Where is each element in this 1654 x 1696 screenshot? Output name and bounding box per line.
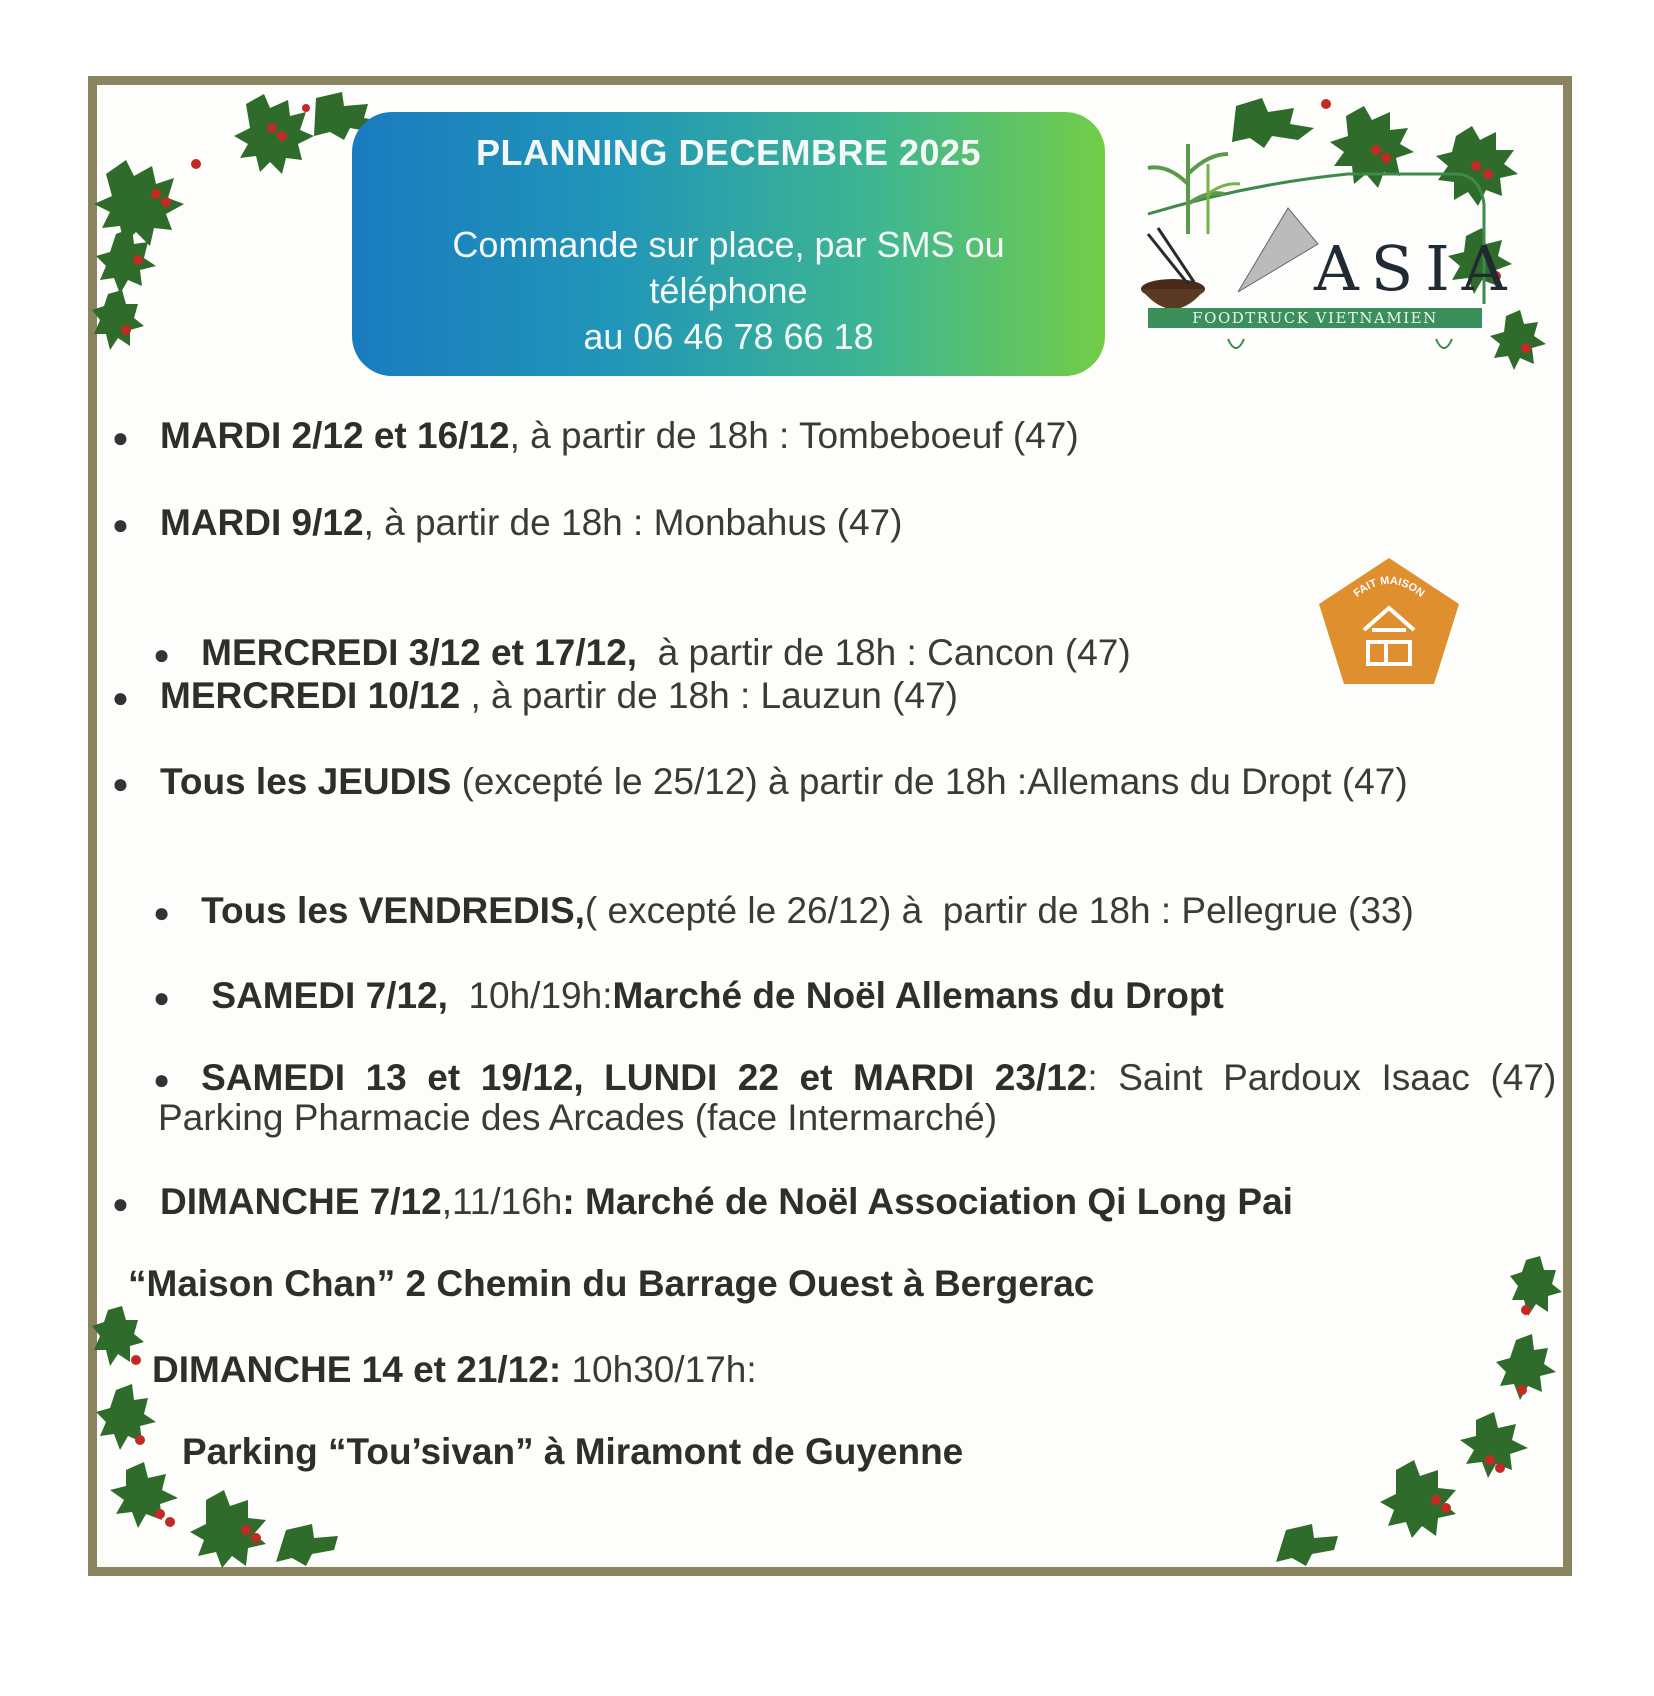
schedule-item-detail: “Maison Chan” 2 Chemin du Barrage Ouest à Bergerac [128, 1263, 1095, 1304]
schedule-item: ● SAMEDI 7/12, 10h/19h:Marché de Noël Allemans du Dropt [112, 930, 1224, 1064]
header-sub-line-2: téléphone [649, 270, 808, 311]
schedule-item: ● MARDI 9/12, à partir de 18h : Monbahus (47) [112, 501, 902, 547]
schedule-item-detail: Parking “Tou’sivan” à Miramont de Guyenne [182, 1431, 964, 1472]
schedule-item: ● MARDI 2/12 et 16/12, à partir de 18h : Tombeboeuf (47) [112, 414, 1079, 460]
schedule-item: ● Tous les JEUDIS (excepté le 25/12) à partir de 18h :Allemans du Dropt (47) [112, 760, 1408, 806]
header-phone: au 06 46 78 66 18 [583, 316, 874, 357]
schedule-item: ● DIMANCHE 7/12,11/16h: Marché de Noël Association Qi Long Pai [112, 1180, 1293, 1226]
bullet-icon: ● [153, 639, 171, 671]
header-sub-line-1: Commande sur place, par SMS ou [452, 224, 1005, 265]
bullet-icon: ● [112, 768, 129, 800]
bullet-icon: ● [112, 1188, 129, 1220]
bullet-icon: ● [112, 422, 129, 454]
schedule-item: ● SAMEDI 13 et 19/12, LUNDI 22 et MARDI 23/12: Saint Pardoux Isaac (47) [112, 1012, 1564, 1146]
bullet-icon: ● [153, 982, 171, 1014]
logo-tagline: FOODTRUCK VIETNAMIEN [1192, 309, 1438, 327]
bullet-icon: ● [112, 509, 129, 541]
logo-name: ASIA [1314, 232, 1519, 305]
bullet-icon: ● [153, 897, 171, 929]
bullet-icon: ● [112, 682, 129, 714]
bullet-icon: ● [153, 1064, 171, 1096]
schedule-item: ● Tous les VENDREDIS,( excepté le 26/12) à partir de 18h : Pellegrue (33) [112, 845, 1414, 979]
schedule-item: ● MERCREDI 3/12 et 17/12, à partir de 18h : Cancon (47) [112, 587, 1131, 721]
header-title: PLANNING DECEMBRE 2025 [475, 132, 982, 173]
schedule-item-detail: Parking Pharmacie des Arcades (face Intermarché) [158, 1097, 998, 1138]
badge-text: FAIT MAISON [1351, 574, 1427, 600]
schedule-item: ● MERCREDI 10/12 , à partir de 18h : Lauzun (47) [112, 674, 958, 720]
schedule-item: DIMANCHE 14 et 21/12: 10h30/17h: [152, 1349, 757, 1390]
